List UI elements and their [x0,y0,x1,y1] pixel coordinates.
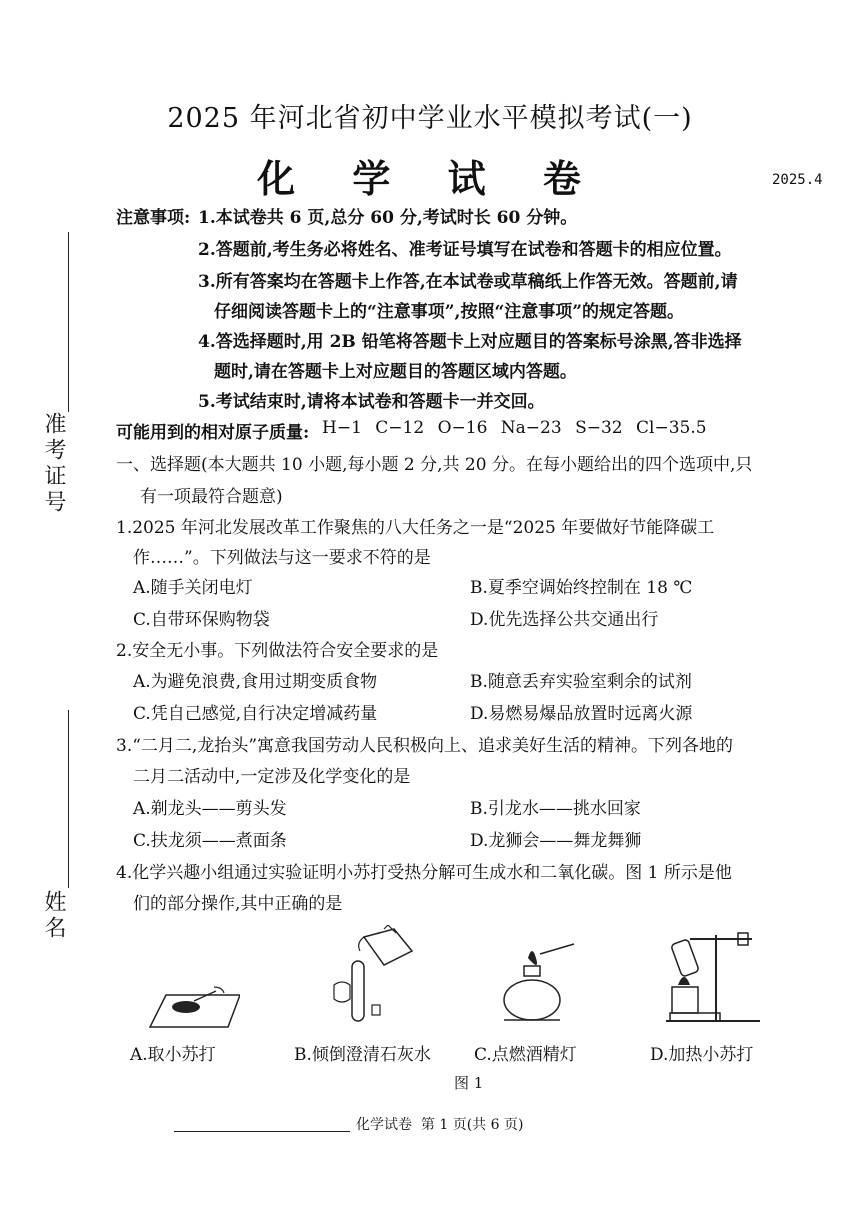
question-stem: 二月二活动中,一定涉及化学变化的是 [133,767,411,787]
figure-caption-b: B.倾倒澄清石灰水 [294,1045,431,1065]
heating-apparatus-icon [660,925,764,1027]
figure-label: 图 1 [454,1074,484,1092]
figure-caption-a: A.取小苏打 [130,1045,216,1065]
alcohol-lamp-icon [494,940,578,1026]
name-label: 姓名 [41,890,66,942]
question-stem: 2.安全无小事。下列做法符合安全要求的是 [116,641,439,661]
notice-item: 3.所有答案均在答题卡上作答,在本试卷或草稿纸上作答无效。答题前,请 [198,272,738,292]
exam-title: 2025 年河北省初中学业水平模拟考试(一) [167,103,693,134]
paper-subtitle: 化 学 试 卷 [257,156,603,201]
notice-item: 1.本试卷共 6 页,总分 60 分,考试时长 60 分钟。 [198,208,578,228]
exam-id-label: 准考证号 [41,412,66,516]
notice-item: 2.答题前,考生务必将姓名、准考证号填写在试卷和答题卡的相应位置。 [198,240,732,260]
atomic-mass-label: 可能用到的相对原子质量: [116,423,310,443]
option-d: D.易燃易爆品放置时远离火源 [470,704,693,724]
option-a: A.为避免浪费,食用过期变质食物 [133,672,378,692]
option-a: A.剃龙头——剪头发 [133,799,287,819]
figure-caption-c: C.点燃酒精灯 [474,1045,577,1065]
option-b: B.随意丢弃实验室剩余的试剂 [470,672,692,692]
option-d: D.龙狮会——舞龙舞狮 [470,831,642,851]
figure-caption-d: D.加热小苏打 [650,1045,754,1065]
question-stem: 1.2025 年河北发展改革工作聚焦的八大任务之一是“2025 年要做好节能降碳工 [116,518,715,538]
option-c: C.自带环保购物袋 [133,610,270,630]
option-c: C.扶龙须——煮面条 [133,831,287,851]
notice-label: 注意事项: [116,208,191,228]
question-stem: 们的部分操作,其中正确的是 [133,894,343,914]
notice-item: 4.答选择题时,用 2B 铅笔将答题卡上对应题目的答案标号涂黑,答非选择 [198,332,742,352]
scoop-powder-icon [136,975,240,1033]
page-footer: 化学试卷 第 1 页(共 6 页) [356,1117,524,1133]
pour-liquid-icon [324,925,424,1025]
name-write-line [68,710,69,888]
atomic-mass-values: H−1 C−12 O−16 Na−23 S−32 Cl−35.5 [322,418,707,438]
footer-rule [174,1131,350,1132]
option-c: C.凭自己感觉,自行决定增减药量 [133,704,378,724]
question-stem: 3.“二月二,龙抬头”寓意我国劳动人民积极向上、追求美好生活的精神。下列各地的 [116,736,734,756]
option-b: B.夏季空调始终控制在 18 ℃ [470,578,693,598]
notice-item: 仔细阅读答题卡上的“注意事项”,按照“注意事项”的规定答题。 [214,302,685,322]
option-d: D.优先选择公共交通出行 [470,610,659,630]
section-heading: 一、选择题(本大题共 10 小题,每小题 2 分,共 20 分。在每小题给出的四个选项中,只 [116,455,753,475]
notice-item: 5.考试结束时,请将本试卷和答题卡一并交回。 [198,392,545,412]
option-a: A.随手关闭电灯 [133,578,253,598]
exam-date: 2025.4 [772,172,823,188]
exam-id-write-line [68,232,69,412]
option-b: B.引龙水——挑水回家 [470,799,641,819]
question-stem: 4.化学兴趣小组通过实验证明小苏打受热分解可生成水和二氧化碳。图 1 所示是他 [116,863,732,883]
notice-item: 题时,请在答题卡上对应题目的答题区域内答题。 [214,362,577,382]
section-heading-cont: 有一项最符合题意) [140,487,283,507]
question-stem: 作……”。下列做法与这一要求不符的是 [133,548,431,568]
